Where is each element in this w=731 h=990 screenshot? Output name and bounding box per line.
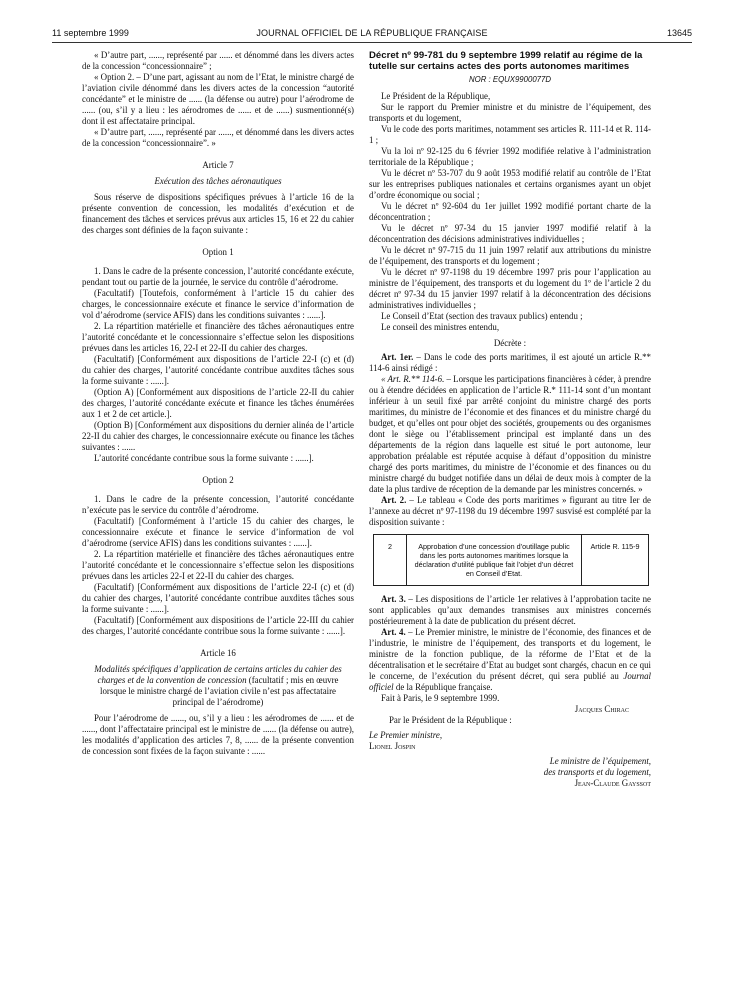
- visa: Vu le décret nº 53-707 du 9 août 1953 modifié relatif au contrôle de l’Etat sur les entreprises publiques nationales et certains organismes ayant un objet d’ordre économique ou social ;: [369, 168, 651, 200]
- header-rule: [52, 42, 692, 43]
- article-heading: Article 16: [200, 648, 236, 658]
- paragraph: (Facultatif) [Conformément aux dispositions de l’article 22-III du cahier des charges, l’autorité concédante contribue sous la forme suivante : ......].: [82, 615, 354, 636]
- signature-president: Jacques Chirac: [574, 704, 629, 714]
- code-table: [373, 534, 649, 586]
- visa: Le conseil des ministres entendu,: [381, 322, 500, 332]
- visa: Vu le décret nº 97-34 du 15 janvier 1997 modifié relatif à la déconcentration des décisions administratives individuelles ;: [369, 223, 651, 244]
- prime-minister-name: Lionel Jospin: [369, 741, 416, 751]
- visa: Vu le décret nº 92-604 du 1er juillet 1992 modifié portant charte de la déconcentration ;: [369, 201, 651, 222]
- nor-reference: NOR : EQUX9900077D: [469, 75, 551, 84]
- paragraph: « Option 2. – D’une part, agissant au nom de l’Etat, le ministre chargé de l’aviation civile dénommé dans les divers actes de la concession “autorité concédante” et le ministre de ...... (la défense ou autre) pour l’aérodrome de ...... (ou, s’il y a lieu : les aérodromes de ...... et de ......) susmentionné(s) dont il est affectataire principal.: [82, 72, 354, 126]
- paragraph: « D’autre part, ......, représenté par ......, et dénommé dans les divers actes de la concession “concessionnaire”. »: [82, 127, 354, 148]
- table-cell-number: 2: [374, 535, 407, 586]
- signing-place-date: Fait à Paris, le 9 septembre 1999.: [381, 693, 500, 703]
- left-column: [82, 50, 354, 757]
- article-1-quote: « Art. R.** 114-6. – Lorsque les participations financières à céder, à prendre ou à étendre décidées en application de l’article R.* 111-14 sont d’un montant inférieur à un seuil fixé par arrêté conjoint du ministre chargé des ports maritimes, du ministre de l’économie et des finances et du ministre chargé du budget, et qu’elles ont pour objet des sociétés, groupements ou des organismes dont le siège ou l’établissement principal est implanté dans un des départements de la région dans laquelle est situé le port autonome, leur approbation préalable est réputée acquise à défaut d’opposition du ministre chargé des ports maritimes, du ministre de l’économie et des finances ou du ministre chargé du budget notifiée dans un délai de deux mois à compter de la date la plus tardive de réception de la demande par les ministres concernés. »: [369, 374, 651, 494]
- paragraph: (Option A) [Conformément aux dispositions de l’article 22-II du cahier des charges, l’autorité concédante exécute et finance les tâches énumérées aux 1 et 2 de cet article.].: [82, 387, 354, 419]
- header-page-number: 13645: [666, 28, 692, 38]
- article-heading: Article 7: [202, 160, 234, 170]
- visa: Vu le décret nº 97-1198 du 19 décembre 1997 pris pour l’application au ministre de l’équipement, des transports et du logement du 1º de l’article 2 du décret nº 97-34 du 15 janvier 1997 relatif à la déconcentration des décisions administratives individuelles ;: [369, 267, 651, 310]
- table-row: [374, 535, 649, 586]
- article-1: Art. 1er. – Dans le code des ports maritimes, il est ajouté un article R.** 114-6 ainsi rédigé :: [369, 352, 651, 373]
- paragraph: (Facultatif) [Conformément aux dispositions de l’article 22-I (c) et (d) du cahier des charges, l’autorité concédante contribue auxdites tâches sous la forme suivante : ......].: [82, 354, 354, 386]
- paragraph: 1. Dans le cadre de la présente concession, l’autorité concédante exécute, pendant tout ou partie de la journée, le service du contrôle d’aérodrome.: [82, 266, 354, 287]
- decree-title: Décret nº 99-781 du 9 septembre 1999 relatif au régime de la tutelle sur certains actes des ports autonomes maritimes: [369, 50, 643, 72]
- article-2: Art. 2. – Le tableau « Code des ports maritimes » figurant au titre Ier de l’annexe au décret nº 97-1198 du 19 décembre 1997 susvisé est complété par la disposition suivante :: [369, 495, 651, 527]
- paragraph: Le Président de la République,: [381, 91, 491, 101]
- minister-title-line1: Le ministre de l’équipement,: [549, 756, 651, 766]
- paragraph: 1. Dans le cadre de la présente concession, l’autorité concédante n’exécute pas le service du contrôle d’aérodrome.: [82, 494, 354, 515]
- page-header: [52, 28, 692, 42]
- paragraph: 2. La répartition matérielle et financière des tâches aéronautiques entre l’autorité concédante et le concessionnaire s’effectue selon les dispositions prévues dans les articles 16, 22-I et 22-II du cahier des charges.: [82, 321, 354, 353]
- paragraph: (Facultatif) [Toutefois, conformément à l’article 15 du cahier des charges, le concessionnaire exécute et finance le service d’information de vol d’aérodrome (service AFIS) dans les conditions suivantes : ......].: [82, 288, 354, 320]
- paragraph: Pour l’aérodrome de ......, ou, s’il y a lieu : les aérodromes de ...... et de ......, dont l’affectataire principal est le ministre de ...... (la défense ou autre), les modalités d’application des articles 7, 8, ...... de la présente convention de concession sont fixées de la façon suivante : ......: [82, 713, 354, 756]
- paragraph: (Option B) [Conformément aux dispositions du dernier alinéa de l’article 22-II du cahier des charges, le concessionnaire exécute ou finance les tâches suivantes : ......: [82, 420, 354, 452]
- paragraph: 2. La répartition matérielle et financière des tâches aéronautiques entre l’autorité concédante et le concessionnaire s’effectue selon les dispositions prévues dans les articles 22-I et 22-II du cahier des charges.: [82, 549, 354, 581]
- par-le-president: Par le Président de la République :: [389, 715, 512, 725]
- table-cell-reference: Article R. 115-9: [590, 542, 640, 551]
- visa: Vu la loi nº 92-125 du 6 février 1992 modifiée relative à l’administration territoriale de la République ;: [369, 146, 651, 167]
- decrete-label: Décrète :: [493, 338, 527, 348]
- header-journal-title: JOURNAL OFFICIEL DE LA RÉPUBLIQUE FRANÇAISE: [256, 28, 488, 38]
- option-heading: Option 2: [202, 475, 234, 485]
- paragraph: « D’autre part, ......, représenté par ...... et dénommé dans les divers actes de la concession “concessionnaire” ;: [82, 50, 354, 71]
- paragraph: Sous réserve de dispositions spécifiques prévues à l’article 16 de la présente convention de concession, les modalités d’exécution et de financement des tâches et services prévus aux articles 15, 16 et 22 du cahier des charges sont définies de la façon suivante :: [82, 192, 354, 235]
- visa: Le Conseil d’Etat (section des travaux publics) entendu ;: [381, 311, 583, 321]
- article-subtitle: Exécution des tâches aéronautiques: [154, 176, 282, 186]
- visa: Vu le code des ports maritimes, notamment ses articles R. 111-14 et R. 114-1 ;: [369, 124, 651, 145]
- article-3: Art. 3. – Les dispositions de l’article 1er relatives à l’approbation tacite ne sont applicables qu’aux demandes transmises aux ministres concernés postérieurement à la date de publication du présent décret.: [369, 594, 651, 626]
- minister-title-line2: des transports et du logement,: [543, 767, 651, 777]
- article-4: Art. 4. – Le Premier ministre, le ministre de l’économie, des finances et de l’industrie, le ministre de l’équipement, des transports et du logement, le ministre de la fonction publique, de la réforme de l’Etat et de la décentralisation et le secrétaire d’Etat au budget sont chargés, chacun en ce qui le concerne, de l’exécution du présent décret, qui sera publié au Journal officiel de la République française.: [369, 627, 651, 692]
- table-cell-description: Approbation d’une concession d’outillage public dans les ports autonomes maritimes lorsque la déclaration d’utilité publique fait l’objet d’un décret en Conseil d’Etat.: [407, 535, 582, 586]
- paragraph: L’autorité concédante contribue sous la forme suivante : ......].: [94, 453, 314, 463]
- option-heading: Option 1: [202, 247, 234, 257]
- paragraph: Sur le rapport du Premier ministre et du ministre de l’équipement, des transports et du logement,: [369, 102, 651, 123]
- prime-minister-title: Le Premier ministre,: [369, 730, 443, 740]
- paragraph: (Facultatif) [Conformément aux dispositions de l’article 22-I (c) et (d) du cahier des charges, l’autorité concédante contribue auxdites tâches sous la forme suivante : ......].: [82, 582, 354, 614]
- paragraph: (Facultatif) [Conformément à l’article 15 du cahier des charges, le concessionnaire exécute et finance le service d’information de vol d’aérodrome (service AFIS) dans les conditions suivantes : ......].: [82, 516, 354, 548]
- minister-name: Jean-Claude Gayssot: [574, 778, 651, 788]
- article-subtitle: Modalités spécifiques d’application de certains articles du cahier des charges et de la convention de concession (facultatif ; mis en œuvre lorsque le ministre chargé de l’aviation civile n’est pas affectataire principal de l’aérodrome): [94, 664, 342, 707]
- visa: Vu le décret nº 97-715 du 11 juin 1997 relatif aux attributions du ministre de l’équipement, des transports et du logement ;: [369, 245, 651, 266]
- header-date: 11 septembre 1999: [52, 28, 129, 38]
- right-column: [369, 50, 651, 789]
